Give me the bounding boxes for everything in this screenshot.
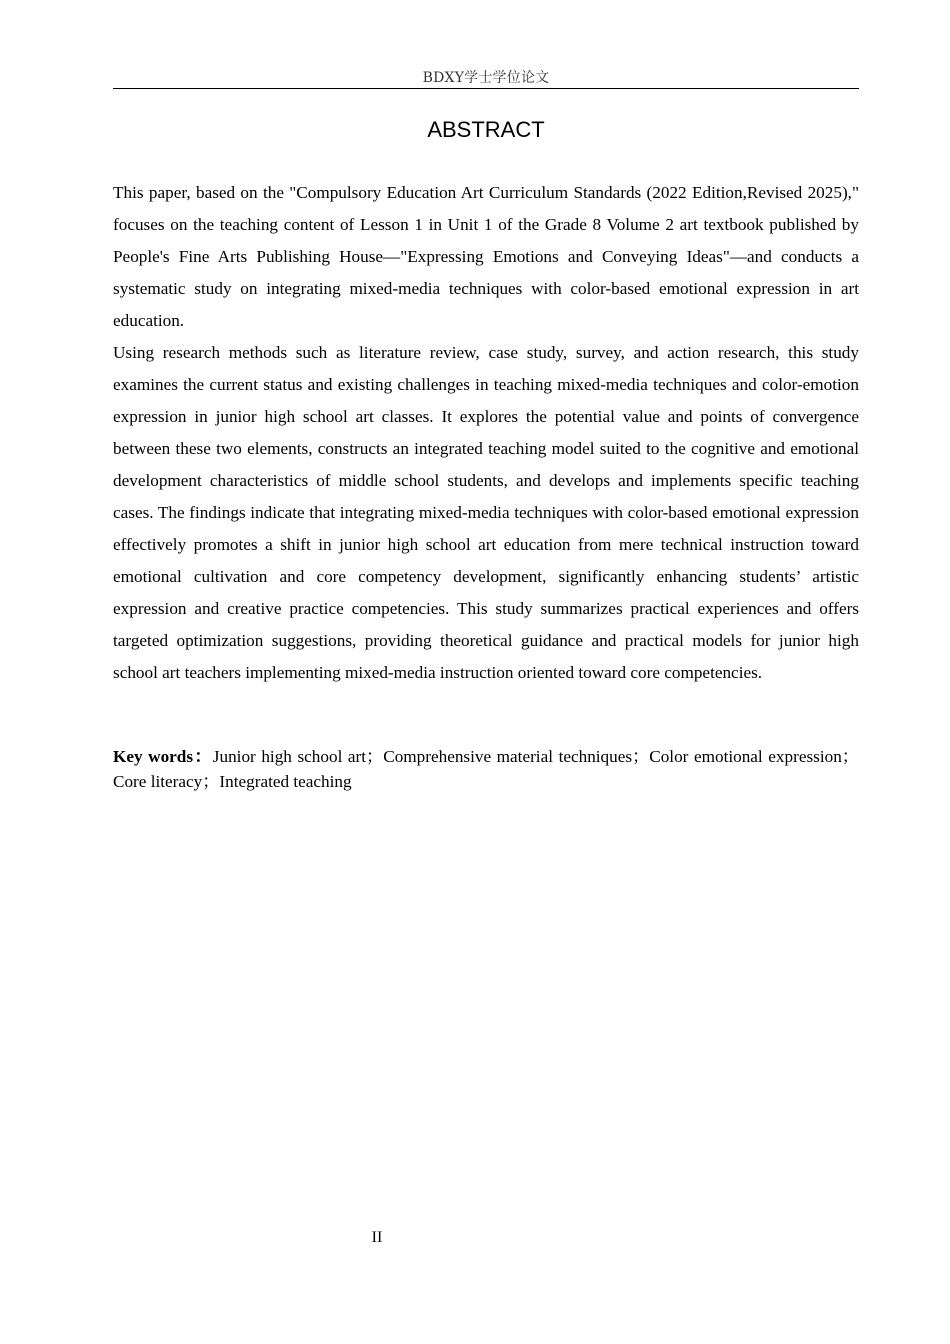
page-number: II [371,1229,383,1246]
abstract-paragraph-1: This paper, based on the "Compulsory Education Art Curriculum Standards (2022 Edition,Revised 2025)," focuses on the teaching content of Lesson 1 in Unit 1 of the Grade 8 Volume 2 art textbook published by People's Fine Arts Publishing House—"Expressing Emotions and Conveying Ideas"—and conducts a systematic study on integrating mixed-media techniques with color-based emotional expression in art education. [113,183,859,330]
abstract-body [113,177,859,689]
keywords-line [113,744,859,794]
keywords-label: Key words： [113,747,213,766]
abstract-title: ABSTRACT [427,117,545,142]
keywords-text: Junior high school art；Comprehensive material techniques；Color emotional expression；Core literacy；Integrated teaching [113,747,859,791]
running-header: BDXY学士学位论文 [422,70,550,86]
abstract-paragraph-2: Using research methods such as literature review, case study, survey, and action research, this study examines the current status and existing challenges in teaching mixed-media techniques and color-emotion expression in junior high school art classes. It explores the potential value and points of convergence between these two elements, constructs an integrated teaching model suited to the cognitive and emotional development characteristics of middle school students, and develops and implements specific teaching cases. The findings indicate that integrating mixed-media techniques with color-based emotional expression effectively promotes a shift in junior high school art education from mere technical instruction toward emotional cultivation and core competency development, significantly enhancing students’ artistic expression and creative practice competencies. This study summarizes practical experiences and offers targeted optimization suggestions, providing theoretical guidance and practical models for junior high school art teachers implementing mixed-media instruction oriented toward core competencies. [113,343,859,682]
header-rule [113,88,859,89]
